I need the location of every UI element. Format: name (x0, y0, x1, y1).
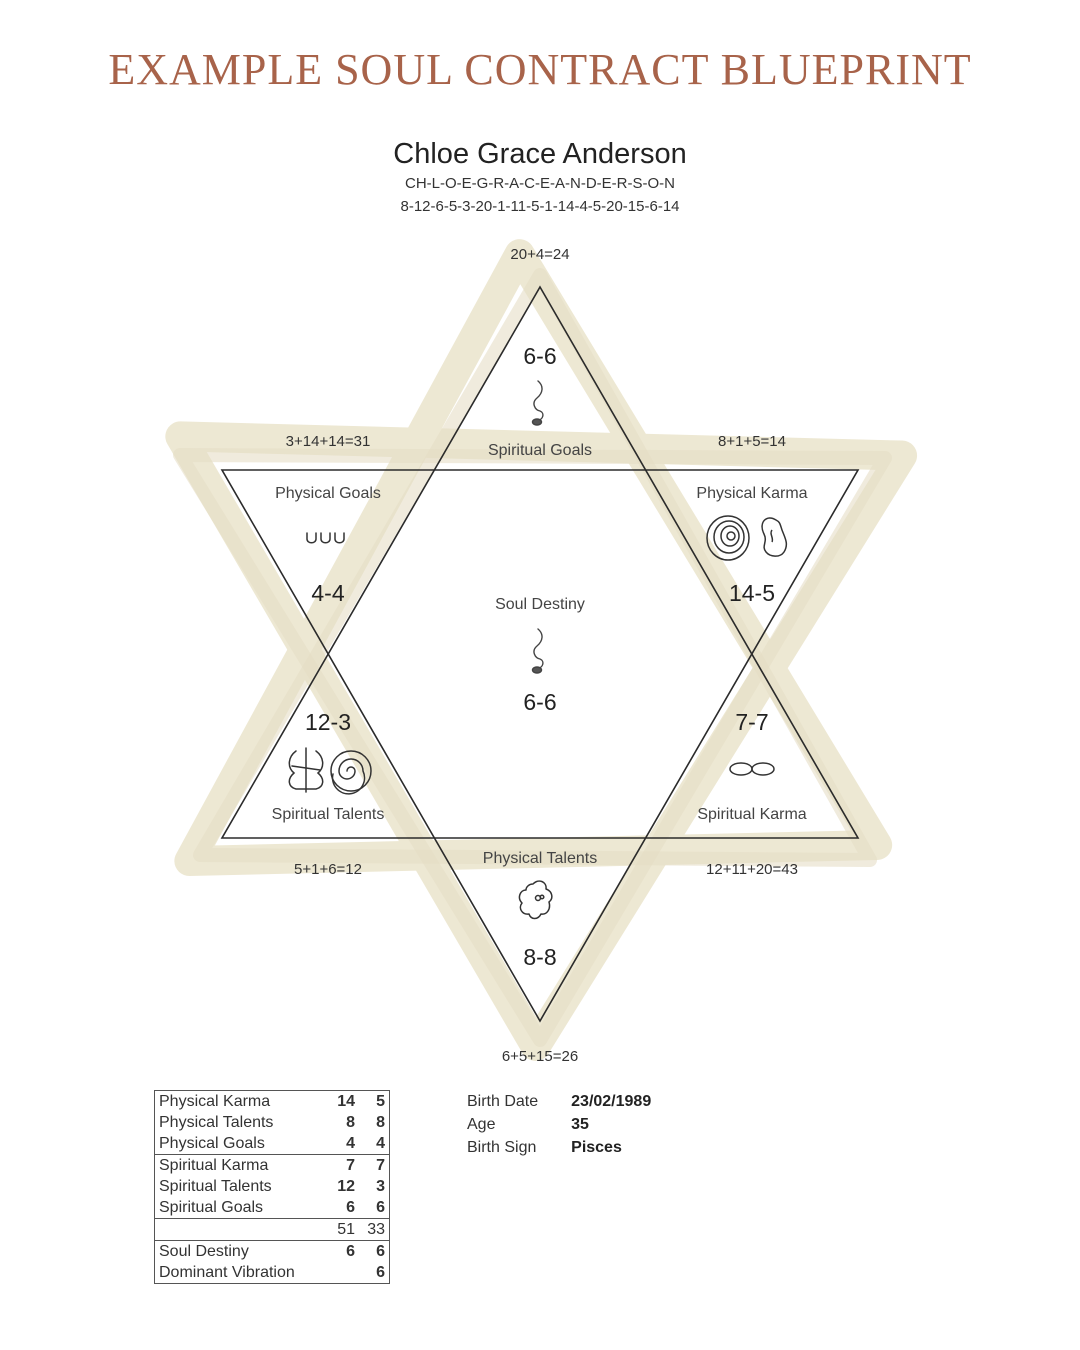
row-value-a: 8 (346, 1114, 355, 1131)
row-label: Spiritual Talents (159, 1178, 272, 1195)
table-row (155, 1112, 390, 1133)
name-numbers: 8-12-6-5-3-20-1-11-5-1-14-4-5-20-15-6-14 (400, 198, 680, 215)
spiritual-talents-label: Spiritual Talents (271, 806, 385, 823)
sum-bottom: 6+5+15=26 (501, 1048, 579, 1065)
name-letters: CH-L-O-E-G-R-A-C-E-A-N-D-E-R-S-O-N (405, 175, 675, 192)
triple-wave-glyph-icon (307, 533, 344, 543)
age-label: Age (467, 1116, 496, 1133)
row-value-b: 6 (376, 1264, 385, 1281)
row-value-b: 6 (359, 1241, 390, 1263)
birth-sign-label: Birth Sign (467, 1139, 537, 1156)
soul-destiny-label: Soul Destiny (495, 596, 585, 613)
row-value-a: 7 (329, 1155, 359, 1177)
physical-karma-label: Physical Karma (696, 485, 808, 502)
row-label: Physical Karma (159, 1093, 271, 1110)
row-label: Soul Destiny (155, 1241, 330, 1263)
note-glyph-icon (533, 381, 543, 425)
page-title: EXAMPLE SOUL CONTRACT BLUEPRINT (108, 45, 972, 94)
person-name: Chloe Grace Anderson (393, 138, 687, 170)
table-row (155, 1091, 390, 1113)
row-value-b: 3 (376, 1178, 385, 1195)
birth-sign-row (462, 1136, 656, 1159)
totals-label (155, 1219, 330, 1241)
table-row (155, 1155, 390, 1177)
blob-glyph-icon (519, 881, 551, 918)
row-value-a: 6 (346, 1199, 355, 1216)
row-value-a: 12 (337, 1178, 355, 1195)
row-value-b: 8 (376, 1114, 385, 1131)
sum-lower-left: 5+1+6=12 (294, 861, 362, 878)
spiritual-goals-value: 6-6 (523, 343, 557, 369)
sum-lower-right: 12+11+20=43 (706, 861, 798, 878)
birth-sign-value: Pisces (571, 1139, 622, 1156)
row-value-b: 5 (376, 1093, 385, 1110)
soul-destiny-value: 6-6 (523, 689, 557, 715)
sum-upper-right: 8+1+5=14 (718, 433, 786, 450)
physical-goals-label: Physical Goals (275, 485, 381, 502)
sum-top: 20+4=24 (510, 246, 570, 263)
note-glyph-icon (533, 629, 543, 673)
physical-karma-value: 14-5 (728, 580, 776, 606)
age-value: 35 (571, 1116, 589, 1133)
row-value-b: 7 (359, 1155, 390, 1177)
chain-link-glyph-icon (730, 763, 774, 775)
age-row (462, 1113, 656, 1136)
table-row (155, 1197, 390, 1219)
downward-triangle (222, 470, 858, 1021)
birth-date-value: 23/02/1989 (571, 1093, 652, 1110)
table-row (155, 1176, 390, 1197)
spiral-and-ear-glyph-icon (707, 516, 786, 560)
row-label: Spiritual Goals (159, 1199, 264, 1216)
totals-row (155, 1219, 390, 1241)
physical-talents-label: Physical Talents (482, 850, 598, 867)
row-value-a: 4 (346, 1135, 355, 1152)
physical-talents-value: 8-8 (523, 944, 557, 970)
dominant-vibration-row (155, 1262, 390, 1284)
physical-goals-value: 4-4 (311, 580, 345, 606)
summary-table (154, 1090, 390, 1284)
total-b: 33 (359, 1219, 390, 1241)
row-value-a (329, 1262, 359, 1284)
row-value-b: 6 (376, 1199, 385, 1216)
birth-date-label: Birth Date (467, 1093, 539, 1110)
row-value-a: 6 (329, 1241, 359, 1263)
sum-upper-left: 3+14+14=31 (285, 433, 371, 450)
spiritual-talents-value: 12-3 (304, 709, 352, 735)
row-value-b: 4 (376, 1135, 385, 1152)
spiritual-goals-label: Spiritual Goals (487, 442, 593, 459)
row-label: Dominant Vibration (159, 1264, 295, 1281)
birth-info (462, 1090, 656, 1159)
row-value-a: 14 (337, 1093, 355, 1110)
birth-date-row (462, 1090, 656, 1113)
row-label: Physical Goals (159, 1135, 265, 1152)
total-a: 51 (329, 1219, 359, 1241)
soul-destiny-row (155, 1241, 390, 1263)
row-label: Physical Talents (159, 1114, 274, 1131)
table-row (155, 1133, 390, 1155)
spiritual-karma-label: Spiritual Karma (697, 806, 807, 823)
spiritual-karma-value: 7-7 (735, 709, 769, 735)
row-label: Spiritual Karma (155, 1155, 330, 1177)
